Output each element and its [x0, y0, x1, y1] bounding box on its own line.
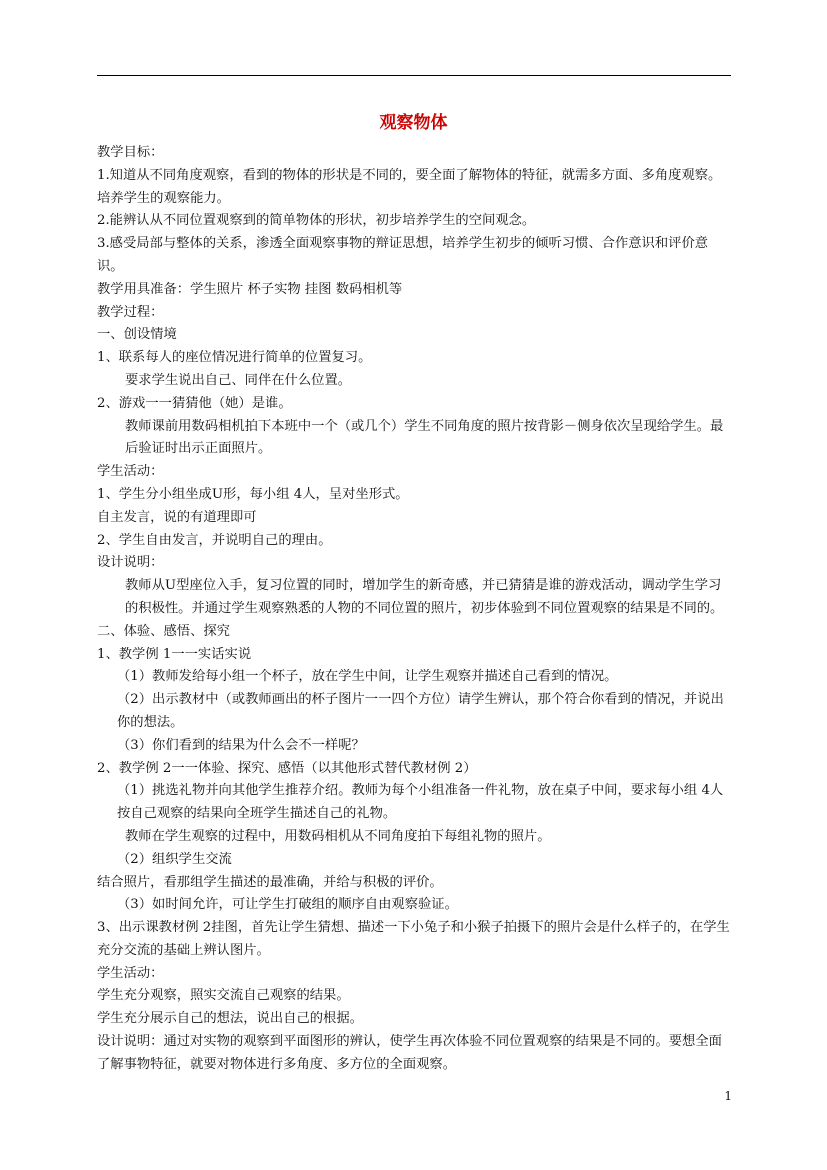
paragraph-line: 学生活动：	[97, 464, 164, 480]
paragraph-line: 1、教学例 1一一实话实说	[97, 646, 252, 662]
paragraph-line: 2.能辨认从不同位置观察到的简单物体的形状，初步培养学生的空间观念。	[97, 213, 536, 229]
paragraph-line: 一、创设情境	[97, 327, 177, 343]
paragraph-line: 学生充分展示自己的想法，说出自己的根据。	[97, 1011, 363, 1027]
paragraph-line: （3）如时间允许，可让学生打破组的顺序自由观察验证。	[117, 897, 458, 913]
paragraph-line: 设计说明：通过对实物的观察到平面图形的辨认，使学生再次体验不同位置观察的结果是不同的。要想全面了解事物特征，就要对物体进行多角度、多方位的全面观察。	[97, 1034, 722, 1072]
paragraph-line: （2）出示教材中（或教师画出的杯子图片一一四个方位）请学生辨认，那个符合你看到的情况，并说出你的想法。	[117, 692, 724, 730]
paragraph-line: 1、联系每人的座位情况进行简单的位置复习。	[97, 350, 372, 366]
paragraph-line: 教师课前用数码相机拍下本班中一个（或几个）学生不同角度的照片按背影－侧身依次呈现给学生。最后验证时出示正面照片。	[125, 418, 724, 457]
paragraph-line: 二、体验、感悟、探究	[97, 623, 230, 639]
paragraph-line: 2、教学例 2一一体验、探究、感悟（以其他形式替代教材例 2）	[97, 760, 477, 776]
paragraph-line: （1）挑选礼物并向其他学生推荐介绍。教师为每个小组准备一件礼物，放在桌子中间，要求每小组 4人按自己观察的结果向全班学生描述自己的礼物。	[117, 783, 724, 822]
paragraph-line: （3）你们看到的结果为什么会不一样呢？	[117, 737, 365, 753]
paragraph-line: （1）教师发给每小组一个杯子，放在学生中间，让学生观察并描述自己看到的情况。	[117, 669, 618, 685]
paragraph-line: 教学用具准备：学生照片 杯子实物 挂图 数码相机等	[97, 281, 403, 297]
paragraph-line: 要求学生说出自己、同伴在什么位置。	[125, 372, 352, 388]
paragraph-line: 2、学生自由发言，并说明自己的理由。	[97, 532, 332, 548]
paragraph-line: 3、出示课教材例 2挂图，首先让学生猜想、描述一下小兔子和小猴子拍摄下的照片会是什么样子的，在学生充分交流的基础上辨认图片。	[97, 920, 730, 958]
paragraph-line: 2、游戏一一猜猜他（她）是谁。	[97, 395, 292, 411]
paragraph-line: 结合照片，看那组学生描述的最准确，并给与积极的评价。	[97, 874, 443, 890]
header-rule	[97, 75, 731, 76]
paragraph-line: 学生充分观察，照实交流自己观察的结果。	[97, 988, 350, 1004]
document-title: 观察物体	[379, 113, 448, 133]
paragraph-line: 设计说明：	[97, 555, 164, 571]
paragraph-line: （2）组织学生交流	[117, 851, 232, 867]
paragraph-line: 教学过程：	[97, 304, 164, 320]
paragraph-line: 3.感受局部与整体的关系，渗透全面观察事物的辩证思想，培养学生初步的倾听习惯、合作意识和评价意识。	[97, 236, 709, 274]
page-number: 1	[724, 1089, 732, 1103]
paragraph-line: 教师在学生观察的过程中，用数码相机从不同角度拍下每组礼物的照片。	[125, 828, 551, 844]
paragraph-line: 自主发言，说的有道理即可	[97, 509, 257, 525]
paragraph-line: 1、学生分小组坐成U形，每小组 4人，呈对坐形式。	[97, 486, 409, 502]
paragraph-line: 教师从U型座位入手，复习位置的同时，增加学生的新奇感，并已猜猜是谁的游戏活动，调动学生学习的积极性。并通过学生观察熟悉的人物的不同位置的照片，初步体验到不同位置观察的结果是不同的。	[125, 578, 724, 616]
paragraph-line: 1.知道从不同角度观察，看到的物体的形状是不同的，要全面了解物体的特征，就需多方面、多角度观察。培养学生的观察能力。	[97, 167, 722, 206]
paragraph-line: 学生活动：	[97, 965, 164, 981]
document-body	[97, 142, 733, 1077]
paragraph-line: 教学目标：	[97, 145, 164, 160]
